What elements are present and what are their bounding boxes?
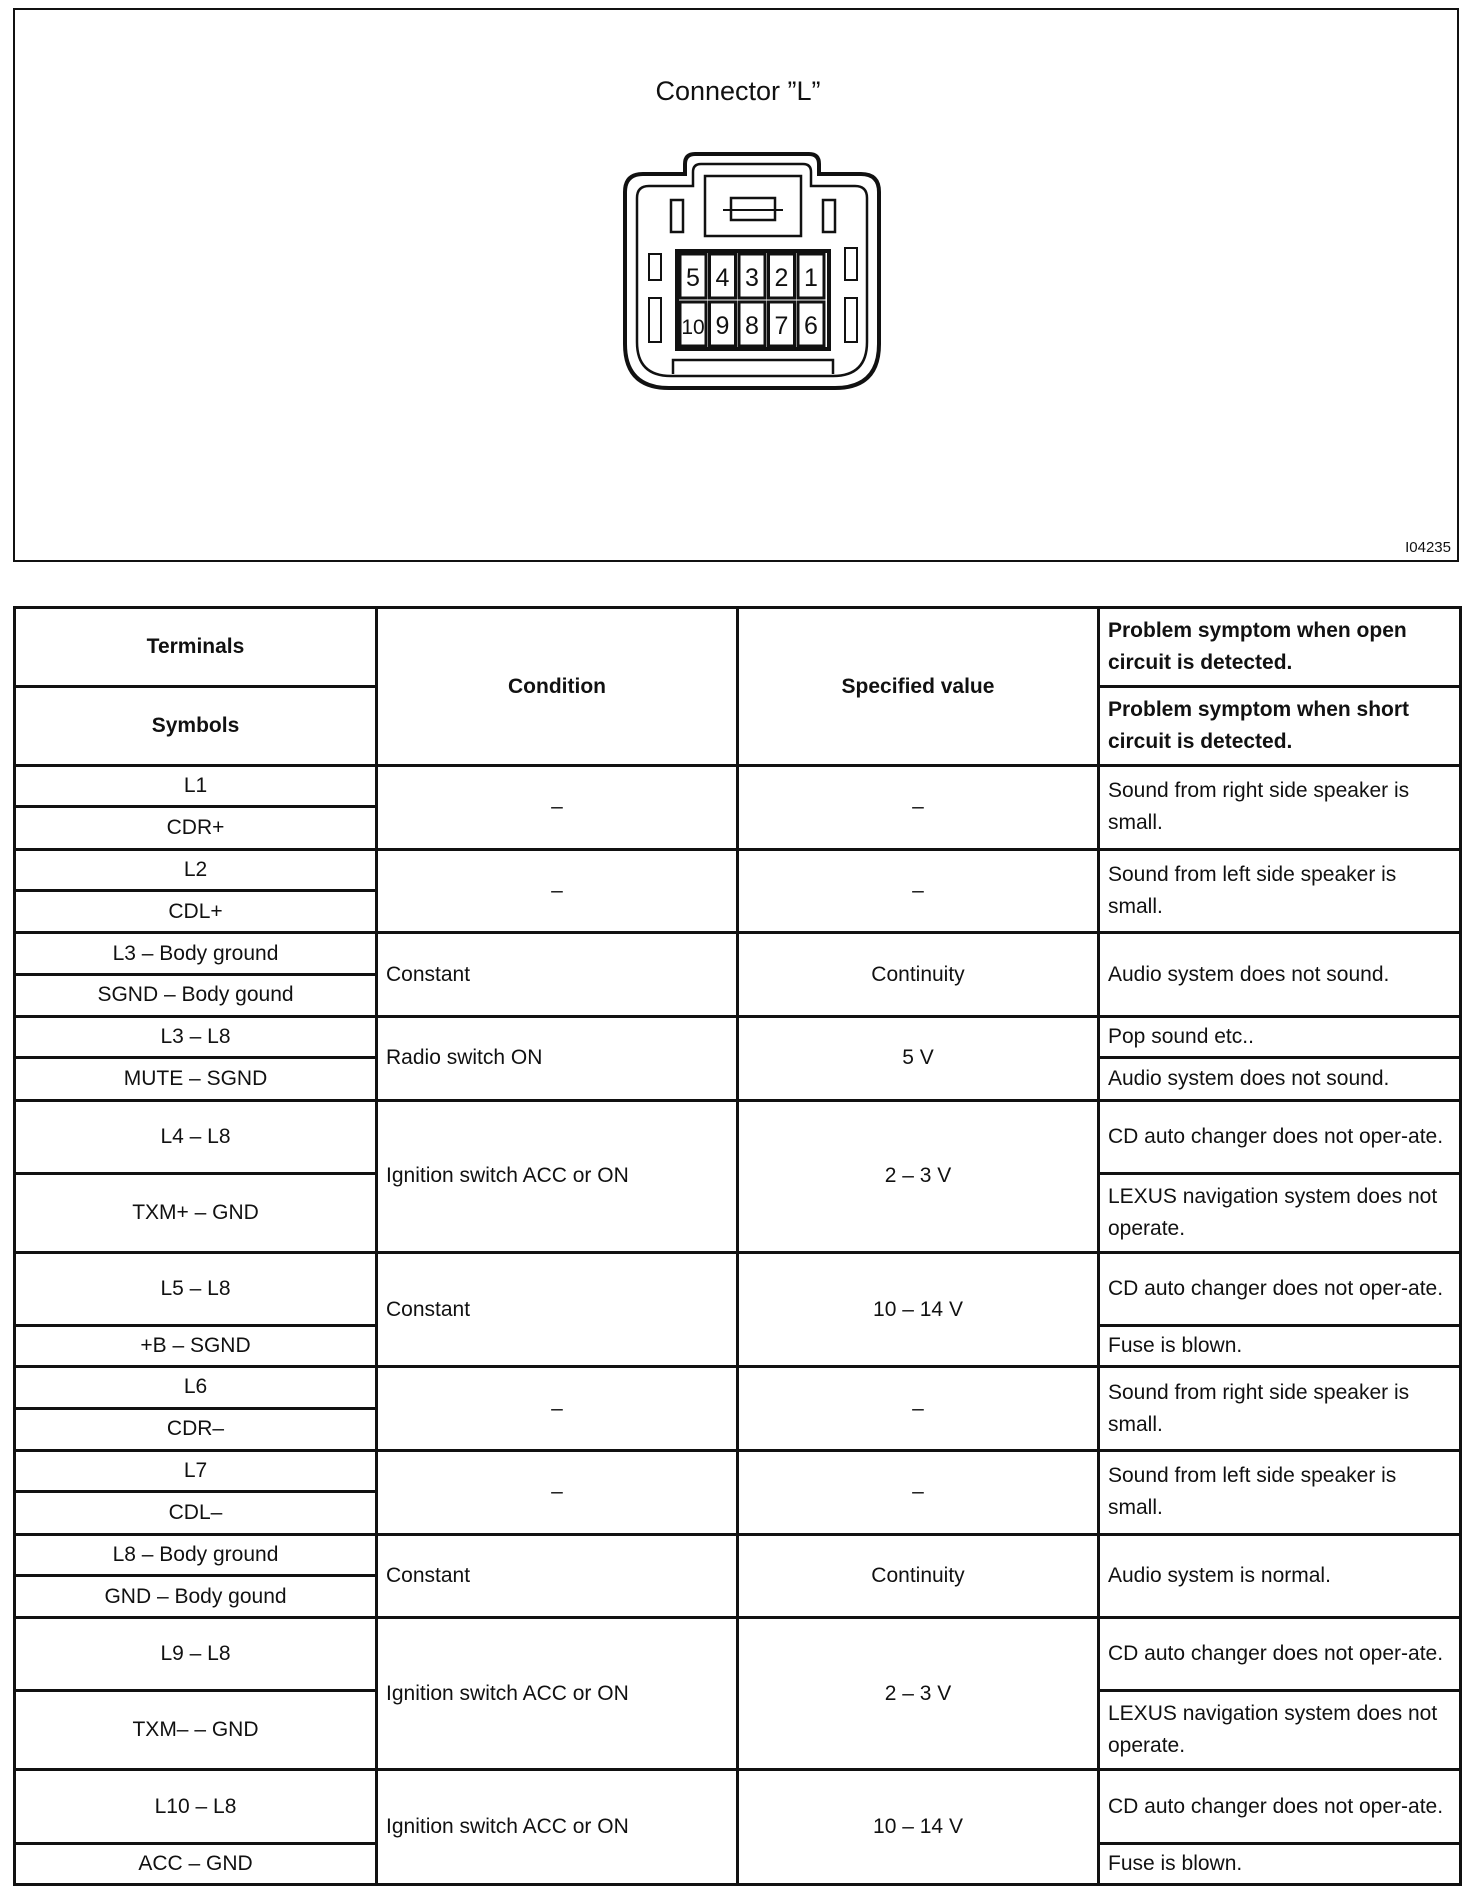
condition-cell: Ignition switch ACC or ON	[377, 1100, 738, 1252]
symptom-cell: Sound from right side speaker is small.	[1099, 766, 1461, 850]
condition-cell: –	[377, 766, 738, 850]
symbol-cell: CDL+	[15, 890, 377, 932]
specified-value-cell: 10 – 14 V	[738, 1770, 1099, 1885]
condition-cell: Radio switch ON	[377, 1017, 738, 1101]
table-row	[15, 933, 1461, 974]
pin-label: 6	[804, 312, 818, 340]
symbol-cell: TXM– – GND	[15, 1691, 377, 1770]
symbol-cell: CDR–	[15, 1408, 377, 1450]
terminal-spec-table	[13, 606, 1462, 1886]
short-symptom-cell: Audio system does not sound.	[1099, 1058, 1461, 1100]
table-row	[15, 766, 1461, 807]
specified-value-cell: 2 – 3 V	[738, 1100, 1099, 1252]
symbol-cell: CDL–	[15, 1492, 377, 1534]
symbol-cell: MUTE – SGND	[15, 1058, 377, 1100]
table-row	[15, 849, 1461, 890]
condition-cell: Constant	[377, 1534, 738, 1618]
condition-cell: –	[377, 1450, 738, 1534]
specified-value-cell: 10 – 14 V	[738, 1252, 1099, 1366]
table-row	[15, 1252, 1461, 1325]
table-row	[15, 1450, 1461, 1491]
symptom-cell: Audio system does not sound.	[1099, 933, 1461, 1017]
symbol-cell: TXM+ – GND	[15, 1173, 377, 1252]
table-row	[15, 608, 1461, 687]
condition-cell: Ignition switch ACC or ON	[377, 1770, 738, 1885]
pin-label: 1	[804, 264, 818, 292]
open-symptom-cell: CD auto changer does not oper-ate.	[1099, 1618, 1461, 1691]
open-symptom-cell: CD auto changer does not oper-ate.	[1099, 1770, 1461, 1843]
open-symptom-cell: Pop sound etc..	[1099, 1017, 1461, 1058]
header-terminals: Terminals	[15, 608, 377, 687]
figure-title: Connector ”L”	[655, 76, 821, 106]
specified-value-cell: –	[738, 766, 1099, 850]
terminal-cell: L1	[15, 766, 377, 807]
terminal-cell: L7	[15, 1450, 377, 1491]
terminal-cell: L3 – L8	[15, 1017, 377, 1058]
condition-cell: Constant	[377, 1252, 738, 1366]
table-row	[15, 1100, 1461, 1173]
pin-label: 2	[774, 264, 789, 292]
symbol-cell: GND – Body gound	[15, 1575, 377, 1617]
figure-id: I04235	[1405, 539, 1451, 556]
table-row	[15, 1534, 1461, 1575]
short-symptom-cell: Fuse is blown.	[1099, 1843, 1461, 1884]
specified-value-cell: 5 V	[738, 1017, 1099, 1101]
pin-label: 9	[715, 312, 730, 340]
table-row	[15, 1367, 1461, 1408]
symptom-cell: Sound from left side speaker is small.	[1099, 849, 1461, 933]
condition-cell: Ignition switch ACC or ON	[377, 1618, 738, 1770]
open-symptom-cell: CD auto changer does not oper-ate.	[1099, 1252, 1461, 1325]
specified-value-cell: –	[738, 1450, 1099, 1534]
symbol-cell: +B – SGND	[15, 1326, 377, 1367]
connector-diagram	[613, 148, 893, 398]
table-row	[15, 1017, 1461, 1058]
connector-figure	[13, 8, 1459, 562]
terminal-cell: L10 – L8	[15, 1770, 377, 1843]
header-condition: Condition	[377, 608, 738, 766]
terminal-cell: L3 – Body ground	[15, 933, 377, 974]
terminal-cell: L4 – L8	[15, 1100, 377, 1173]
header-short-symptom: Problem symptom when short circuit is detected.	[1099, 687, 1461, 766]
terminal-cell: L6	[15, 1367, 377, 1408]
symptom-cell: Audio system is normal.	[1099, 1534, 1461, 1618]
specified-value-cell: Continuity	[738, 933, 1099, 1017]
specified-value-cell: –	[738, 849, 1099, 933]
header-open-symptom: Problem symptom when open circuit is detected.	[1099, 608, 1461, 687]
symbol-cell: ACC – GND	[15, 1843, 377, 1884]
terminal-cell: L5 – L8	[15, 1252, 377, 1325]
condition-cell: Constant	[377, 933, 738, 1017]
specified-value-cell: 2 – 3 V	[738, 1618, 1099, 1770]
short-symptom-cell: Fuse is blown.	[1099, 1326, 1461, 1367]
terminal-cell: L9 – L8	[15, 1618, 377, 1691]
header-specified-value: Specified value	[738, 608, 1099, 766]
pin-label: 7	[774, 312, 789, 340]
symptom-cell: Sound from left side speaker is small.	[1099, 1450, 1461, 1534]
pin-label: 3	[745, 264, 759, 292]
specified-value-cell: –	[738, 1367, 1099, 1451]
header-symbols: Symbols	[15, 687, 377, 766]
short-symptom-cell: LEXUS navigation system does not operate.	[1099, 1173, 1461, 1252]
symbol-cell: CDR+	[15, 807, 377, 849]
short-symptom-cell: LEXUS navigation system does not operate.	[1099, 1691, 1461, 1770]
pin-label: 5	[686, 264, 700, 292]
symptom-cell: Sound from right side speaker is small.	[1099, 1367, 1461, 1451]
pin-label: 4	[715, 264, 730, 292]
table-row	[15, 1618, 1461, 1691]
table-row	[15, 1770, 1461, 1843]
condition-cell: –	[377, 1367, 738, 1451]
pin-label: 8	[745, 312, 759, 340]
condition-cell: –	[377, 849, 738, 933]
open-symptom-cell: CD auto changer does not oper-ate.	[1099, 1100, 1461, 1173]
lock-latch	[705, 176, 801, 236]
specified-value-cell: Continuity	[738, 1534, 1099, 1618]
pin-label: 10	[681, 316, 705, 339]
terminal-cell: L8 – Body ground	[15, 1534, 377, 1575]
symbol-cell: SGND – Body gound	[15, 974, 377, 1016]
terminal-cell: L2	[15, 849, 377, 890]
